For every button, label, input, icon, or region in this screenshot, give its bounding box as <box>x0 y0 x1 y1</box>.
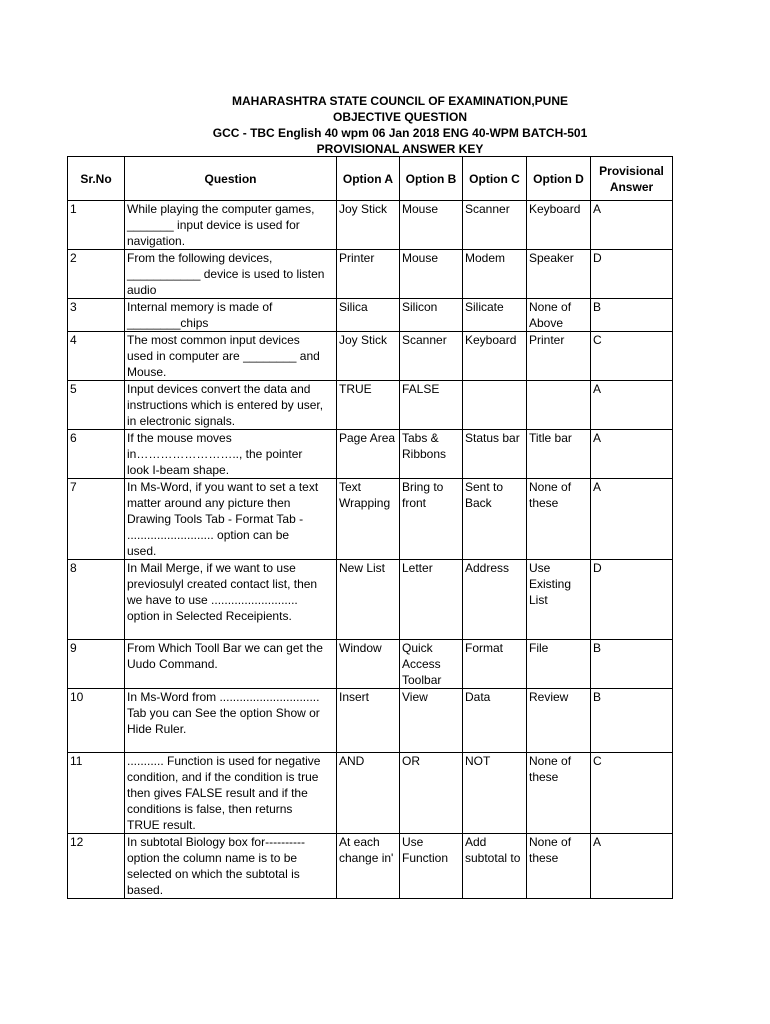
cell-option-a: Insert <box>337 689 400 753</box>
cell-question: In subtotal Biology box for---------- option the column name is to be selected on which the subtotal is based. <box>125 834 337 899</box>
cell-option-d: Use Existing List <box>527 560 591 640</box>
cell-answer: C <box>591 332 673 381</box>
cell-option-c: Modem <box>463 250 527 299</box>
cell-option-d: Review <box>527 689 591 753</box>
cell-option-a: Text Wrapping <box>337 479 400 560</box>
cell-srno: 4 <box>68 332 125 381</box>
cell-option-c: Status bar <box>463 430 527 479</box>
document-header <box>0 93 770 157</box>
cell-option-c: Sent to Back <box>463 479 527 560</box>
cell-option-b: Quick Access Toolbar <box>400 640 463 689</box>
col-header-srno: Sr.No <box>68 157 125 201</box>
cell-option-a: Joy Stick <box>337 201 400 250</box>
table-row <box>68 381 673 430</box>
cell-option-d: None of these <box>527 479 591 560</box>
cell-answer: A <box>591 201 673 250</box>
cell-question: From the following devices, ___________ device is used to listen audio <box>125 250 337 299</box>
table-row <box>68 479 673 560</box>
cell-option-c <box>463 381 527 430</box>
cell-option-a: Joy Stick <box>337 332 400 381</box>
cell-option-b: Tabs & Ribbons <box>400 430 463 479</box>
col-header-question: Question <box>125 157 337 201</box>
answer-key-title: PROVISIONAL ANSWER KEY <box>316 142 484 156</box>
cell-answer: B <box>591 299 673 332</box>
cell-option-c: Keyboard <box>463 332 527 381</box>
cell-option-c: Format <box>463 640 527 689</box>
table-row <box>68 753 673 834</box>
cell-question: From Which Tooll Bar we can get the Uudo Command. <box>125 640 337 689</box>
cell-srno: 12 <box>68 834 125 899</box>
cell-option-d: None of Above <box>527 299 591 332</box>
cell-option-a: Printer <box>337 250 400 299</box>
cell-option-d: File <box>527 640 591 689</box>
table-row <box>68 834 673 899</box>
cell-srno: 2 <box>68 250 125 299</box>
paper-type: OBJECTIVE QUESTION <box>332 110 468 124</box>
col-header-option-c: Option C <box>463 157 527 201</box>
cell-answer: A <box>591 430 673 479</box>
cell-option-a: Silica <box>337 299 400 332</box>
cell-option-d <box>527 381 591 430</box>
col-header-option-b: Option B <box>400 157 463 201</box>
cell-srno: 6 <box>68 430 125 479</box>
cell-option-c: Silicate <box>463 299 527 332</box>
cell-question: Input devices convert the data and instructions which is entered by user, in electronic signals. <box>125 381 337 430</box>
cell-option-b: Silicon <box>400 299 463 332</box>
cell-srno: 10 <box>68 689 125 753</box>
table-row <box>68 299 673 332</box>
cell-option-b: FALSE <box>400 381 463 430</box>
cell-option-b: Mouse <box>400 250 463 299</box>
answer-key-table <box>67 156 673 899</box>
table-header-row <box>68 157 673 201</box>
col-header-option-d: Option D <box>527 157 591 201</box>
cell-srno: 5 <box>68 381 125 430</box>
cell-option-b: Scanner <box>400 332 463 381</box>
cell-question: If the mouse moves in…………………….., the pointer look I-beam shape. <box>125 430 337 479</box>
cell-answer: D <box>591 250 673 299</box>
cell-option-d: Title bar <box>527 430 591 479</box>
cell-srno: 7 <box>68 479 125 560</box>
table-row <box>68 201 673 250</box>
cell-question: ........... Function is used for negative condition, and if the condition is true then gives FALSE result and if the conditions is false, then returns TRUE result. <box>125 753 337 834</box>
cell-question: While playing the computer games, _______ input device is used for navigation. <box>125 201 337 250</box>
cell-answer: D <box>591 560 673 640</box>
cell-option-a: Window <box>337 640 400 689</box>
table-row <box>68 689 673 753</box>
cell-option-a: New List <box>337 560 400 640</box>
cell-option-d: Keyboard <box>527 201 591 250</box>
cell-option-b: Bring to front <box>400 479 463 560</box>
cell-answer: A <box>591 479 673 560</box>
council-title: MAHARASHTRA STATE COUNCIL OF EXAMINATION,PUNE <box>232 94 568 108</box>
cell-option-d: None of these <box>527 834 591 899</box>
cell-answer: C <box>591 753 673 834</box>
cell-option-b: OR <box>400 753 463 834</box>
cell-answer: A <box>591 834 673 899</box>
table-row <box>68 560 673 640</box>
cell-option-c: Address <box>463 560 527 640</box>
cell-option-c: Scanner <box>463 201 527 250</box>
cell-option-b: Letter <box>400 560 463 640</box>
cell-question: In Mail Merge, if we want to use previosulyl created contact list, then we have to use .......................... option in Selected Receipients. <box>125 560 337 640</box>
cell-answer: A <box>591 381 673 430</box>
table-row <box>68 430 673 479</box>
cell-question: In Ms-Word, if you want to set a text matter around any picture then Drawing Tools Tab - Format Tab - .......................... option can be used. <box>125 479 337 560</box>
cell-question: In Ms-Word from .............................. Tab you can See the option Show or Hide Ruler. <box>125 689 337 753</box>
exam-batch-line: GCC - TBC English 40 wpm 06 Jan 2018 ENG 40-WPM BATCH-501 <box>212 126 588 140</box>
cell-option-a: TRUE <box>337 381 400 430</box>
cell-srno: 9 <box>68 640 125 689</box>
cell-option-d: Speaker <box>527 250 591 299</box>
cell-option-b: View <box>400 689 463 753</box>
cell-option-c: Add subtotal to <box>463 834 527 899</box>
cell-answer: B <box>591 689 673 753</box>
col-header-option-a: Option A <box>337 157 400 201</box>
col-header-provisional-answer: Provisional Answer <box>591 157 673 201</box>
cell-srno: 1 <box>68 201 125 250</box>
table-row <box>68 640 673 689</box>
cell-srno: 3 <box>68 299 125 332</box>
cell-question: The most common input devices used in computer are ________ and Mouse. <box>125 332 337 381</box>
cell-srno: 8 <box>68 560 125 640</box>
cell-option-a: Page Area <box>337 430 400 479</box>
cell-answer: B <box>591 640 673 689</box>
cell-srno: 11 <box>68 753 125 834</box>
cell-option-a: At each change in' <box>337 834 400 899</box>
cell-option-d: None of these <box>527 753 591 834</box>
cell-question: Internal memory is made of ________chips <box>125 299 337 332</box>
cell-option-a: AND <box>337 753 400 834</box>
table-row <box>68 250 673 299</box>
cell-option-b: Mouse <box>400 201 463 250</box>
cell-option-c: Data <box>463 689 527 753</box>
table-row <box>68 332 673 381</box>
cell-option-c: NOT <box>463 753 527 834</box>
cell-option-b: Use Function <box>400 834 463 899</box>
cell-option-d: Printer <box>527 332 591 381</box>
